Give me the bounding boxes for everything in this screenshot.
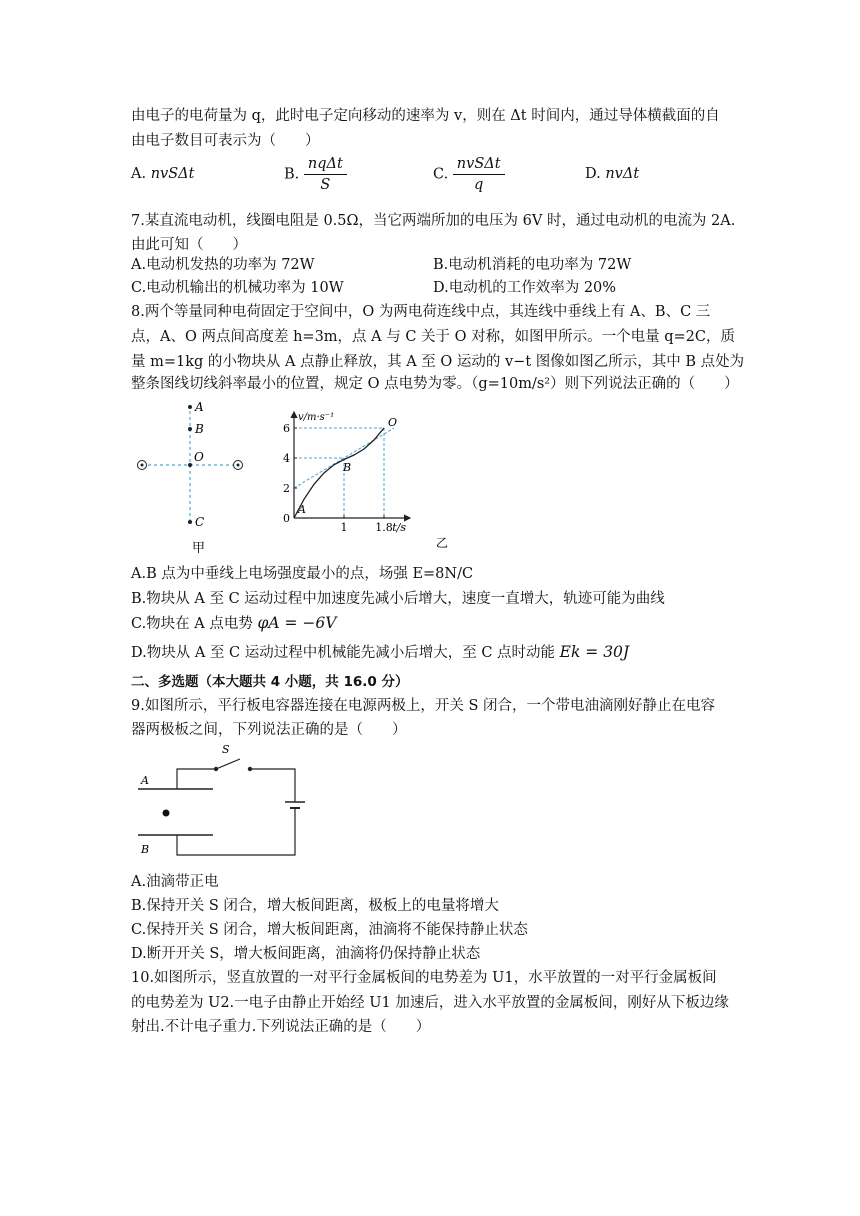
q6-option-b-numerator: nqΔt bbox=[304, 154, 347, 175]
y-axis-label: v/m·s⁻¹ bbox=[298, 412, 335, 423]
switch-s-label: S bbox=[222, 743, 230, 756]
curve-point-o-label: O bbox=[388, 416, 398, 429]
q9-option-d[interactable]: D.断开开关 S，增大板间距离，油滴将仍保持静止状态 bbox=[131, 946, 481, 962]
curve-point-b-label: B bbox=[343, 461, 352, 474]
figure-jia-caption: 甲 bbox=[192, 541, 206, 556]
q8-stem-line4: 整条图线切线斜率最小的位置，规定 O 点电势为零。（g=10m/s²）则下列说法正确的（ ） bbox=[131, 376, 739, 392]
q8-stem-line3: 量 m=1kg 的小物块从 A 点静止释放，其 A 至 O 运动的 v−t 图像如图乙所示，其中 B 点处为 bbox=[131, 354, 745, 370]
x-axis-label: t/s bbox=[392, 521, 406, 534]
q8-option-d-text: D.物块从 A 至 C 运动过程中机械能先减小后增大，至 C 点时动能 bbox=[131, 645, 556, 661]
y-tick-label-6: 6 bbox=[283, 422, 290, 435]
q6-option-a-expr: nvSΔt bbox=[150, 166, 195, 182]
q6-option-d-label: D. bbox=[585, 166, 601, 182]
q6-option-d[interactable] bbox=[585, 166, 639, 182]
q8-option-d[interactable] bbox=[131, 641, 629, 662]
q6-stem-line1: 由电子的电荷量为 q，此时电子定向移动的速率为 v，则在 Δt 时间内，通过导体横截面的自 bbox=[131, 108, 720, 124]
switch-s-icon bbox=[216, 759, 240, 769]
q10-stem-line1: 10.如图所示，竖直放置的一对平行金属板间的电势差为 U1，水平放置的一对平行金属板间 bbox=[131, 970, 717, 986]
y-tick-label-4: 4 bbox=[283, 452, 290, 465]
figure-yi-caption: 乙 bbox=[435, 536, 449, 550]
point-c-label: C bbox=[195, 515, 205, 529]
q9-option-a[interactable]: A.油滴带正电 bbox=[131, 874, 219, 890]
origin-label: 0 bbox=[283, 512, 290, 525]
q8-option-c-expr: φA = −6V bbox=[257, 614, 337, 632]
q6-option-b-fraction bbox=[304, 154, 347, 195]
point-a-label: A bbox=[195, 400, 204, 414]
q7-option-a[interactable]: A.电动机发热的功率为 72W bbox=[131, 257, 315, 273]
section-2-heading: 二、多选题（本大题共 4 小题，共 16.0 分） bbox=[131, 674, 409, 690]
q9-stem-line1: 9.如图所示，平行板电容器连接在电源两极上，开关 S 闭合，一个带电油滴刚好静止在电容 bbox=[131, 698, 715, 714]
q9-stem-line2: 器两极板之间，下列说法正确的是（ ） bbox=[131, 722, 407, 738]
q6-option-a[interactable] bbox=[131, 166, 194, 182]
q6-option-b-denominator: S bbox=[320, 177, 331, 193]
q8-stem-line2: 点，A、O 两点间高度差 h=3m，点 A 与 C 关于 O 对称，如图甲所示。一个电量 q=2C，质 bbox=[131, 329, 736, 345]
q8-option-b[interactable]: B.物块从 A 至 C 运动过程中加速度先减小后增大，速度一直增大，轨迹可能为曲线 bbox=[131, 591, 665, 607]
vt-curve bbox=[294, 428, 384, 518]
q9-option-c[interactable]: C.保持开关 S 闭合，增大板间距离，油滴将不能保持静止状态 bbox=[131, 922, 528, 938]
q6-option-c-numerator: nvSΔt bbox=[453, 154, 505, 175]
figure-yi-vt-chart bbox=[280, 395, 475, 560]
x-tick-label-1-8: 1.8 bbox=[375, 521, 393, 534]
q8-option-a[interactable]: A.B 点为中垂线上电场强度最小的点，场强 E=8N/C bbox=[131, 566, 474, 582]
q6-option-b-label: B. bbox=[284, 166, 300, 183]
point-b-label: B bbox=[195, 422, 204, 436]
q7-option-c[interactable]: C.电动机输出的机械功率为 10W bbox=[131, 280, 344, 296]
guide-o bbox=[294, 428, 384, 518]
q8-option-d-expr: Ek = 30J bbox=[559, 643, 630, 661]
point-o-dot bbox=[188, 463, 192, 467]
y-tick-label-2: 2 bbox=[283, 482, 290, 495]
q6-option-c-fraction bbox=[453, 154, 505, 195]
q8-stem-line1: 8.两个等量同种电荷固定于空间中，O 为两电荷连线中点，其连线中垂线上有 A、B、C 三 bbox=[131, 304, 711, 320]
q8-option-c[interactable] bbox=[131, 612, 336, 633]
q6-option-b[interactable] bbox=[284, 154, 347, 195]
q10-stem-line2: 的电势差为 U2.一电子由静止开始经 U1 加速后，进入水平放置的金属板间，刚好从下板边缘 bbox=[131, 995, 729, 1011]
curve-point-a-label: A bbox=[298, 503, 306, 516]
q8-option-c-text: C.物块在 A 点电势 bbox=[131, 616, 253, 632]
q6-option-c-label: C. bbox=[433, 166, 449, 183]
q6-option-c-denominator: q bbox=[474, 177, 484, 193]
q6-option-c[interactable] bbox=[433, 154, 505, 195]
q7-stem-line1: 7.某直流电动机，线圈电阻是 0.5Ω，当它两端所加的电压为 6V 时，通过电动机的电流为 2A. bbox=[131, 213, 736, 229]
q7-option-d[interactable]: D.电动机的工作效率为 20% bbox=[433, 280, 617, 296]
figure-q9-capacitor-circuit bbox=[130, 740, 310, 865]
point-c-dot bbox=[188, 520, 192, 524]
q6-option-a-label: A. bbox=[131, 166, 147, 182]
q7-option-b[interactable]: B.电动机消耗的电功率为 72W bbox=[433, 257, 632, 273]
point-o-label: O bbox=[194, 450, 204, 464]
q6-stem-line2: 由电子数目可表示为（ ） bbox=[131, 133, 320, 149]
x-tick-label-1: 1 bbox=[340, 521, 348, 534]
point-b-dot bbox=[188, 427, 192, 431]
oil-drop bbox=[163, 810, 170, 817]
q7-stem-line2: 由此可知（ ） bbox=[131, 237, 247, 253]
plate-a-label: A bbox=[141, 774, 149, 787]
figure-jia bbox=[130, 395, 260, 560]
point-a-dot bbox=[188, 405, 192, 409]
q10-stem-line3: 射出.不计电子重力.下列说法正确的是（ ） bbox=[131, 1019, 431, 1035]
q6-option-d-expr: nvΔt bbox=[605, 166, 640, 182]
plate-b-label: B bbox=[141, 843, 150, 856]
q9-option-b[interactable]: B.保持开关 S 闭合，增大板间距离，极板上的电量将增大 bbox=[131, 898, 499, 914]
